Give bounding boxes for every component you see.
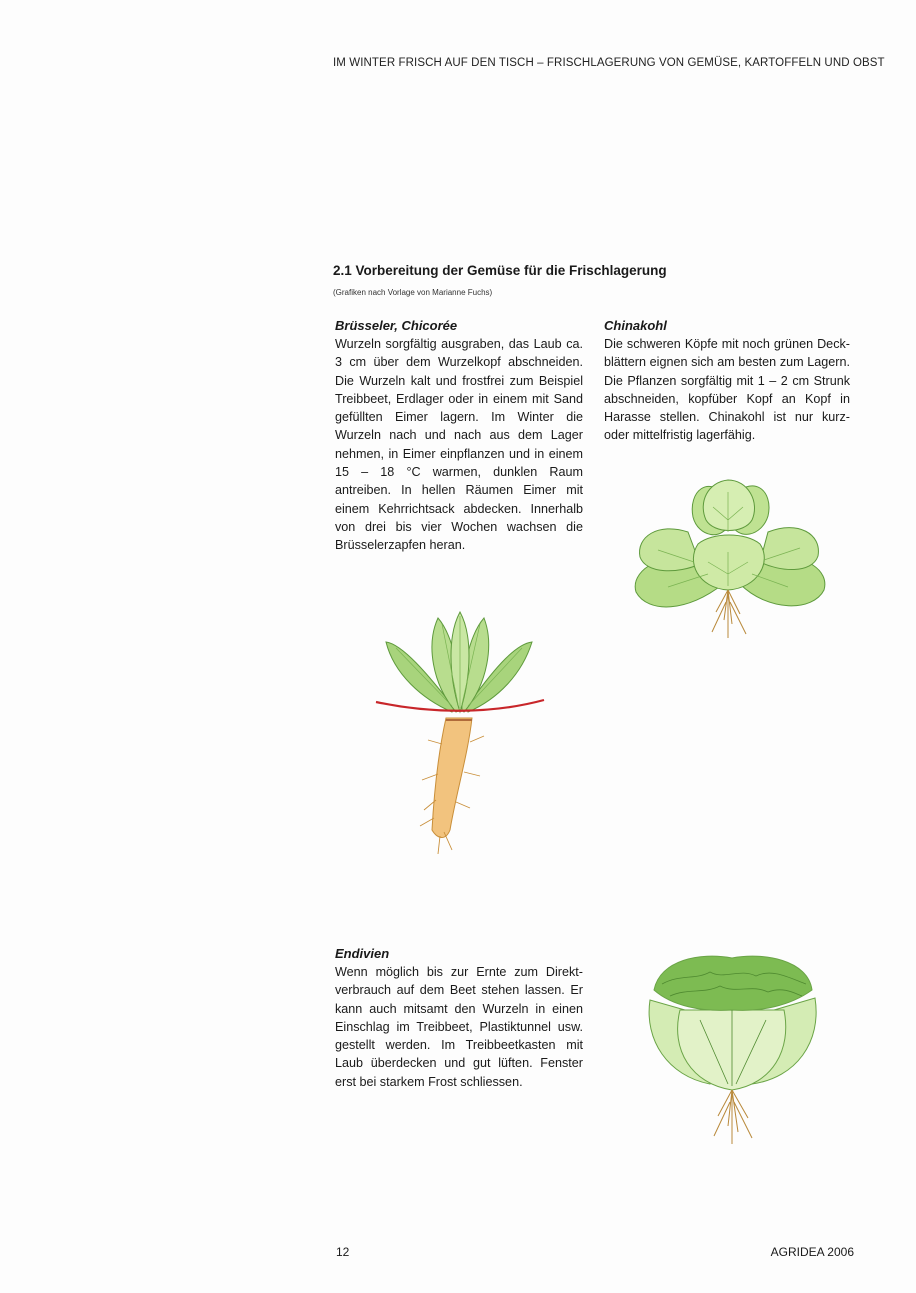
page-number: 12: [336, 1245, 350, 1259]
text-block-endivien: [335, 946, 583, 1091]
text-block-chinakohl: [604, 318, 850, 445]
endivie-illustration: [640, 950, 825, 1146]
heading-endivien: Endivien: [335, 946, 390, 961]
paragraph-endivien: Wenn möglich bis zur Ernte zum Direktverbrauch auf dem Beet stehen lassen. Er kann auch mitsamt den Wurzeln in einen Einschlag im Treibbeet, Plastiktunnel usw. gestellt werden. Im Treibbeetkasten mit Laub überdecken und gut lüften. Fenster erst bei starkem Frost schliessen.: [335, 965, 583, 1089]
heading-bruesseler: Brüsseler, Chicorée: [335, 318, 458, 333]
chinakohl-illustration: [628, 462, 833, 648]
footer-publisher: AGRIDEA 2006: [770, 1245, 854, 1259]
heading-chinakohl: Chinakohl: [604, 318, 667, 333]
paragraph-chinakohl: Die schweren Köpfe mit noch grünen Deckblättern eignen sich am besten zum Lagern. Die Pflanzen sorgfältig mit 1 – 2 cm Strunk abschneiden, kopfüber Kopf an Kopf in Harasse stellen. Chinakohl ist nur kurz- oder mittelfristig lagerfähig.: [604, 337, 850, 443]
section-title: 2.1 Vorbereitung der Gemüse für die Frischlagerung: [333, 263, 667, 278]
text-block-bruesseler: [335, 318, 583, 555]
running-head: IM WINTER FRISCH AUF DEN TISCH – FRISCHLAGERUNG VON GEMÜSE, KARTOFFELN UND OBST: [333, 57, 885, 69]
chicoree-illustration: [372, 604, 548, 860]
section-credit: (Grafiken nach Vorlage von Marianne Fuchs): [333, 288, 493, 297]
paragraph-bruesseler: Wurzeln sorgfältig ausgraben, das Laub ca. 3 cm über dem Wurzelkopf abschneiden. Die Wurzeln kalt und frostfrei zum Beispiel Treibbeet, Erdlager oder in einem mit Sand gefüllten Eimer lagern. Im Winter die Wurzeln nach und nach aus dem Lager nehmen, in Eimer einpflanzen und in einem 15 – 18 °C warmen, dunklen Raum antreiben. In hellen Räumen Eimer mit einem Kehrrichtsack abdecken. Innerhalb von drei bis vier Wochen wachsen die Brüsselerzapfen heran.: [335, 337, 583, 553]
